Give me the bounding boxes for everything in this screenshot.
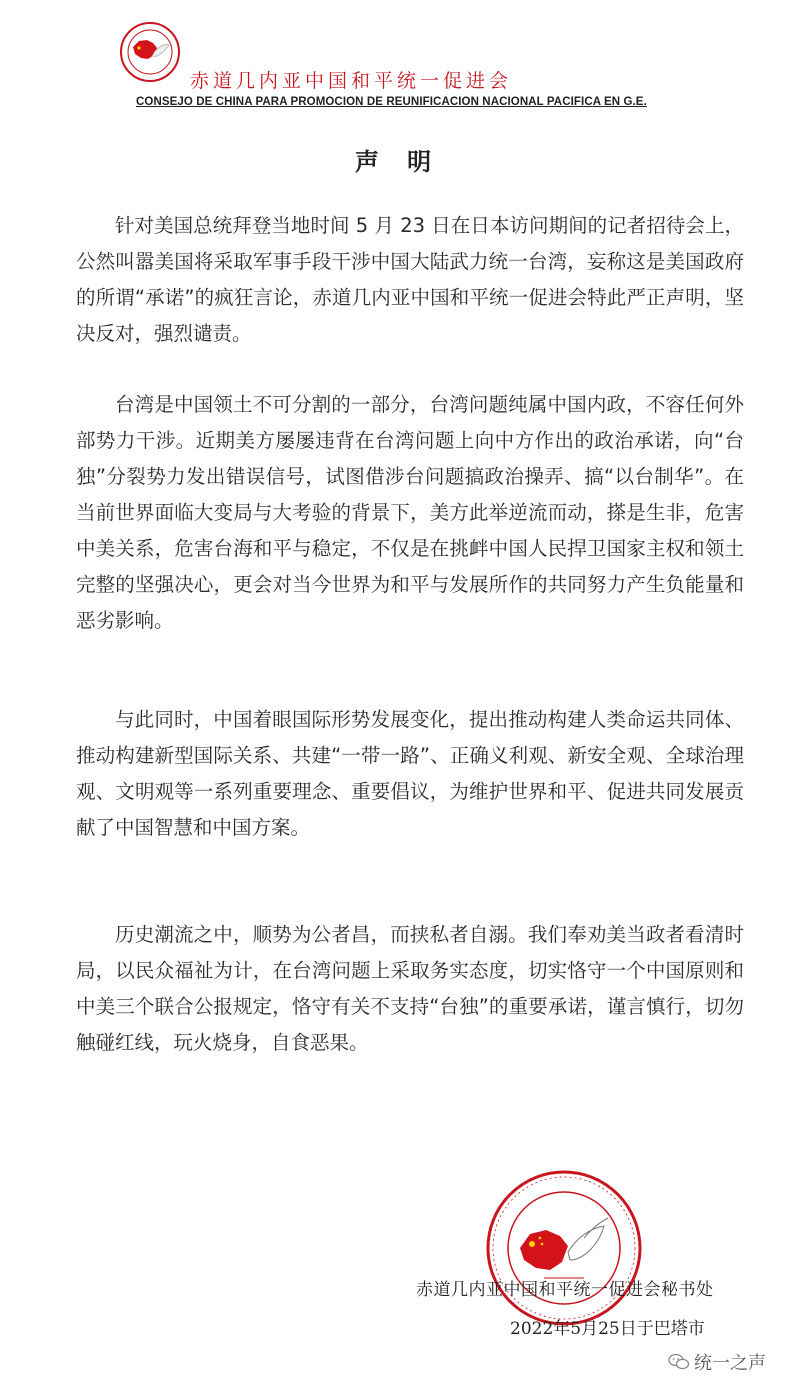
watermark	[668, 1349, 766, 1375]
organization-name-chinese: 赤道几内亚中国和平统一促进会	[190, 70, 513, 92]
organization-name-spanish: CONSEJO DE CHINA PARA PROMOCION DE REUNIFICACION NACIONAL PACIFICA EN G.E.	[136, 96, 647, 108]
organization-logo	[119, 21, 181, 83]
official-seal	[484, 1168, 644, 1328]
signature-organization: 赤道几内亚中国和平统一促进会秘书处	[416, 1280, 714, 1300]
signature-date: 2022年5月25日于巴塔市	[510, 1319, 705, 1339]
paragraph-1: 针对美国总统拜登当地时间 5 月 23 日在日本访问期间的记者招待会上，公然叫嚣美国将采取军事手段干涉中国大陆武力统一台湾，妄称这是美国政府的所谓“承诺”的疯狂言论，赤道几内亚中国和平统一促进会特此严正声明，坚决反对，强烈谴责。	[76, 214, 744, 345]
wechat-icon	[668, 1352, 690, 1372]
paragraph-3: 与此同时，中国着眼国际形势发展变化，提出推动构建人类命运共同体、推动构建新型国际关系、共建“一带一路”、正确义利观、新安全观、全球治理观、文明观等一系列重要理念、重要倡议，为维护世界和平、促进共同发展贡献了中国智慧和中国方案。	[76, 708, 744, 839]
document-title: 声 明	[354, 148, 442, 176]
paragraph-2: 台湾是中国领土不可分割的一部分，台湾问题纯属中国内政，不容任何外部势力干涉。近期美方屡屡违背在台湾问题上向中方作出的政治承诺，向“台独”分裂势力发出错误信号，试图借涉台问题搞政治操弄、搞“以台制华”。在当前世界面临大变局与大考验的背景下，美方此举逆流而动，搽是生非，危害中美关系，危害台海和平与稳定，不仅是在挑衅中国人民捍卫国家主权和领土完整的坚强决心，更会对当今世界为和平与发展所作的共同努力产生负能量和恶劣影响。	[76, 393, 744, 632]
paragraph-4: 历史潮流之中，顺势为公者昌，而挟私者自溺。我们奉劝美当政者看清时局，以民众福祉为计，在台湾问题上采取务实态度，切实恪守一个中国原则和中美三个联合公报规定，恪守有关不支持“台独”的重要承诺，谨言慎行，切勿触碰红线，玩火烧身，自食恶果。	[76, 923, 744, 1054]
watermark-text: 统一之声	[694, 1353, 766, 1374]
